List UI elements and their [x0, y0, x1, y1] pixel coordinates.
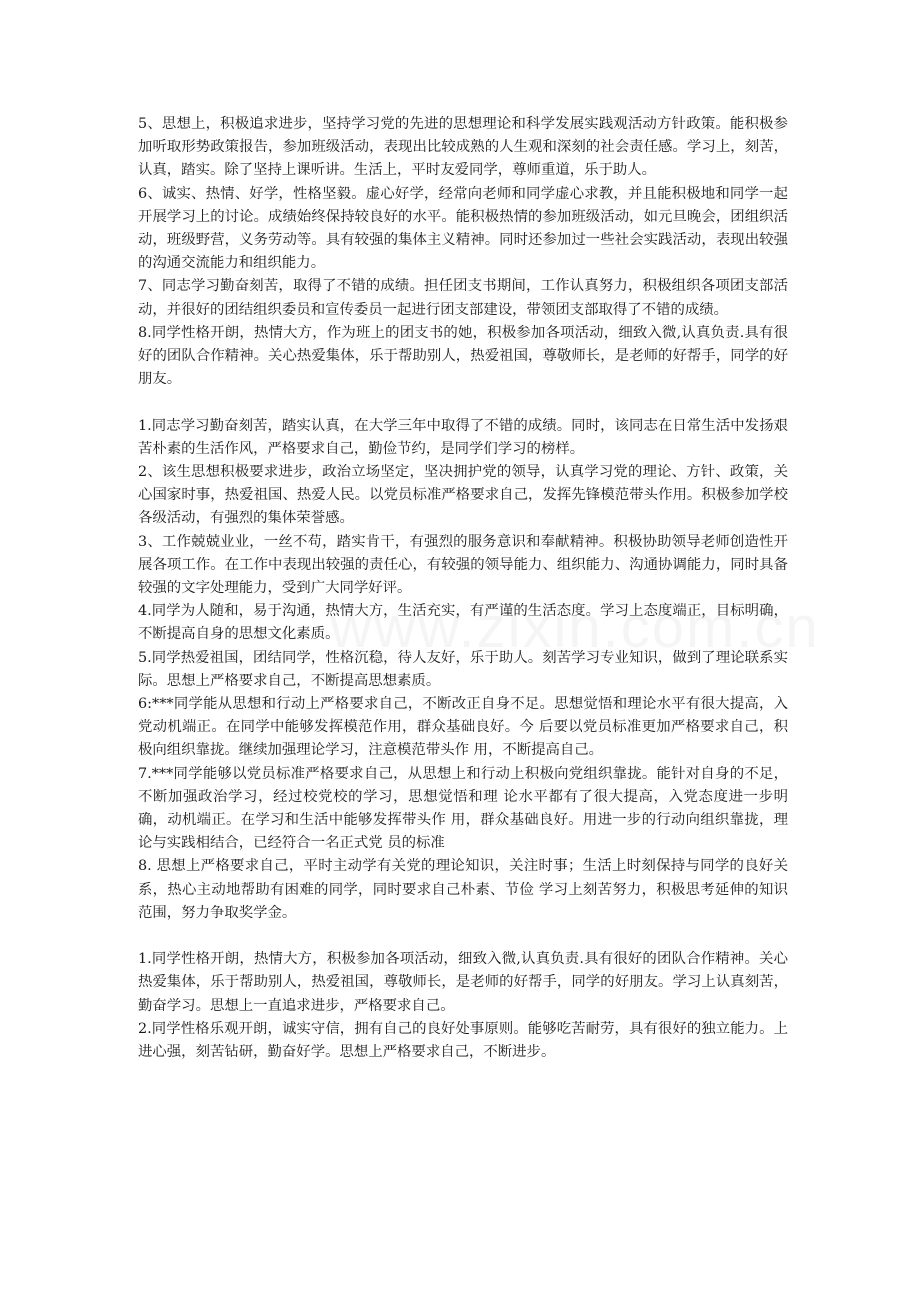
- paragraph: 4.同学为人随和，易于沟通，热情大方，生活充实，有严谨的生活态度。学习上态度端正，目标明确，不断提高自身的思想文化素质。: [138, 603, 788, 643]
- section-gap: [138, 925, 788, 948]
- paragraph: 7.***同学能够以党员标准严格要求自己，从思想上和行动上积极向党组织靠拢。能针对自身的不足，不断加强政治学习，经过校党校的学习，思想觉悟和理 论水平都有了很大提高，入党态度进一步明确，动机端正。在学习和生活中能够发挥带头作 用，群众基础良好。用进一步的行动向组织靠拢，理论与实践相结合，已经符合一名正式党 员的标准: [138, 765, 788, 852]
- paragraph: 8. 思想上严格要求自己，平时主动学有关党的理论知识，关注时事；生活上时刻保持与同学的良好关系，热心主动地帮助有困难的同学，同时要求自己朴素、节俭 学习上刻苦努力，积极思考延伸的知识范围，努力争取奖学金。: [138, 858, 788, 921]
- section-gap: [138, 391, 788, 414]
- paragraph: 1.同志学习勤奋刻苦，踏实认真，在大学三年中取得了不错的成绩。同时，该同志在日常生活中发扬艰苦朴素的生活作风，严格要求自己，勤俭节约，是同学们学习的榜样。: [138, 417, 788, 457]
- paragraph: 5、思想上，积极追求进步，坚持学习党的先进的思想理论和科学发展实践观活动方针政策。能积极参加听取形势政策报告，参加班级活动，表现出比较成熟的人生观和深刻的社会责任感。学习上，刻苦，认真，踏实。除了坚持上课听讲。生活上，平时友爱同学，尊师重道，乐于助人。: [138, 116, 788, 179]
- section-3: [138, 948, 788, 1064]
- section-2: [138, 415, 788, 925]
- paragraph: 5.同学热爱祖国，团结同学，性格沉稳，待人友好，乐于助人。刻苦学习专业知识，做到了理论联系实际。思想上严格要求自己，不断提高思想素质。: [138, 649, 788, 689]
- paragraph: 6:***同学能从思想和行动上严格要求自己，不断改正自身不足。思想觉悟和理论水平有很大提高，入党动机端正。在同学中能够发挥模范作用，群众基础良好。今 后要以党员标准更加严格要求自己，积极向组织靠拢。继续加强理论学习，注意模范带头作 用，不断提高自己。: [138, 696, 788, 759]
- section-1: [138, 113, 788, 391]
- paragraph: 7、同志学习勤奋刻苦，取得了不错的成绩。担任团支书期间，工作认真努力，积极组织各项团支部活动，并很好的团结组织委员和宣传委员一起进行团支部建设，带领团支部取得了不错的成绩。: [138, 278, 788, 318]
- document-body: [138, 113, 788, 1064]
- paragraph: 3、工作兢兢业业，一丝不苟，踏实肯干，有强烈的服务意识和奉献精神。积极协助领导老师创造性开展各项工作。在工作中表现出较强的责任心，有较强的领导能力、组织能力、沟通协调能力，同时具备较强的文字处理能力，受到广大同学好评。: [138, 533, 788, 597]
- paragraph: 2、该生思想积极要求进步，政治立场坚定，坚决拥护党的领导，认真学习党的理论、方针、政策，关心国家时事，热爱祖国、热爱人民。以党员标准严格要求自己，发挥先锋模范带头作用。积极参加学校各级活动，有强烈的集体荣誉感。: [138, 464, 788, 527]
- paragraph: 2.同学性格乐观开朗，诚实守信，拥有自己的良好处事原则。能够吃苦耐劳，具有很好的独立能力。上进心强，刻苦钻研，勤奋好学。思想上严格要求自己，不断进步。: [138, 1020, 788, 1061]
- paragraph: 1.同学性格开朗，热情大方，积极参加各项活动，细致入微,认真负责.具有很好的团队合作精神。关心热爱集体，乐于帮助别人，热爱祖国，尊敬师长，是老师的好帮手，同学的好朋友。学习上认真刻苦，勤奋学习。思想上一直追求进步，严格要求自己。: [138, 951, 788, 1014]
- paragraph: 8.同学性格开朗，热情大方，作为班上的团支书的她，积极参加各项活动，细致入微,认真负责.具有很好的团队合作精神。关心热爱集体，乐于帮助别人，热爱祖国，尊敬师长，是老师的好帮手，同学的好朋友。: [138, 324, 788, 388]
- paragraph: 6、诚实、热情、好学，性格坚毅。虚心好学，经常向老师和同学虚心求教，并且能积极地和同学一起开展学习上的讨论。成绩始终保持较良好的水平。能积极热情的参加班级活动，如元旦晚会，团组织活动，班级野营，义务劳动等。具有较强的集体主义精神。同时还参加过一些社会实践活动，表现出较强的沟通交流能力和组织能力。: [138, 185, 788, 272]
